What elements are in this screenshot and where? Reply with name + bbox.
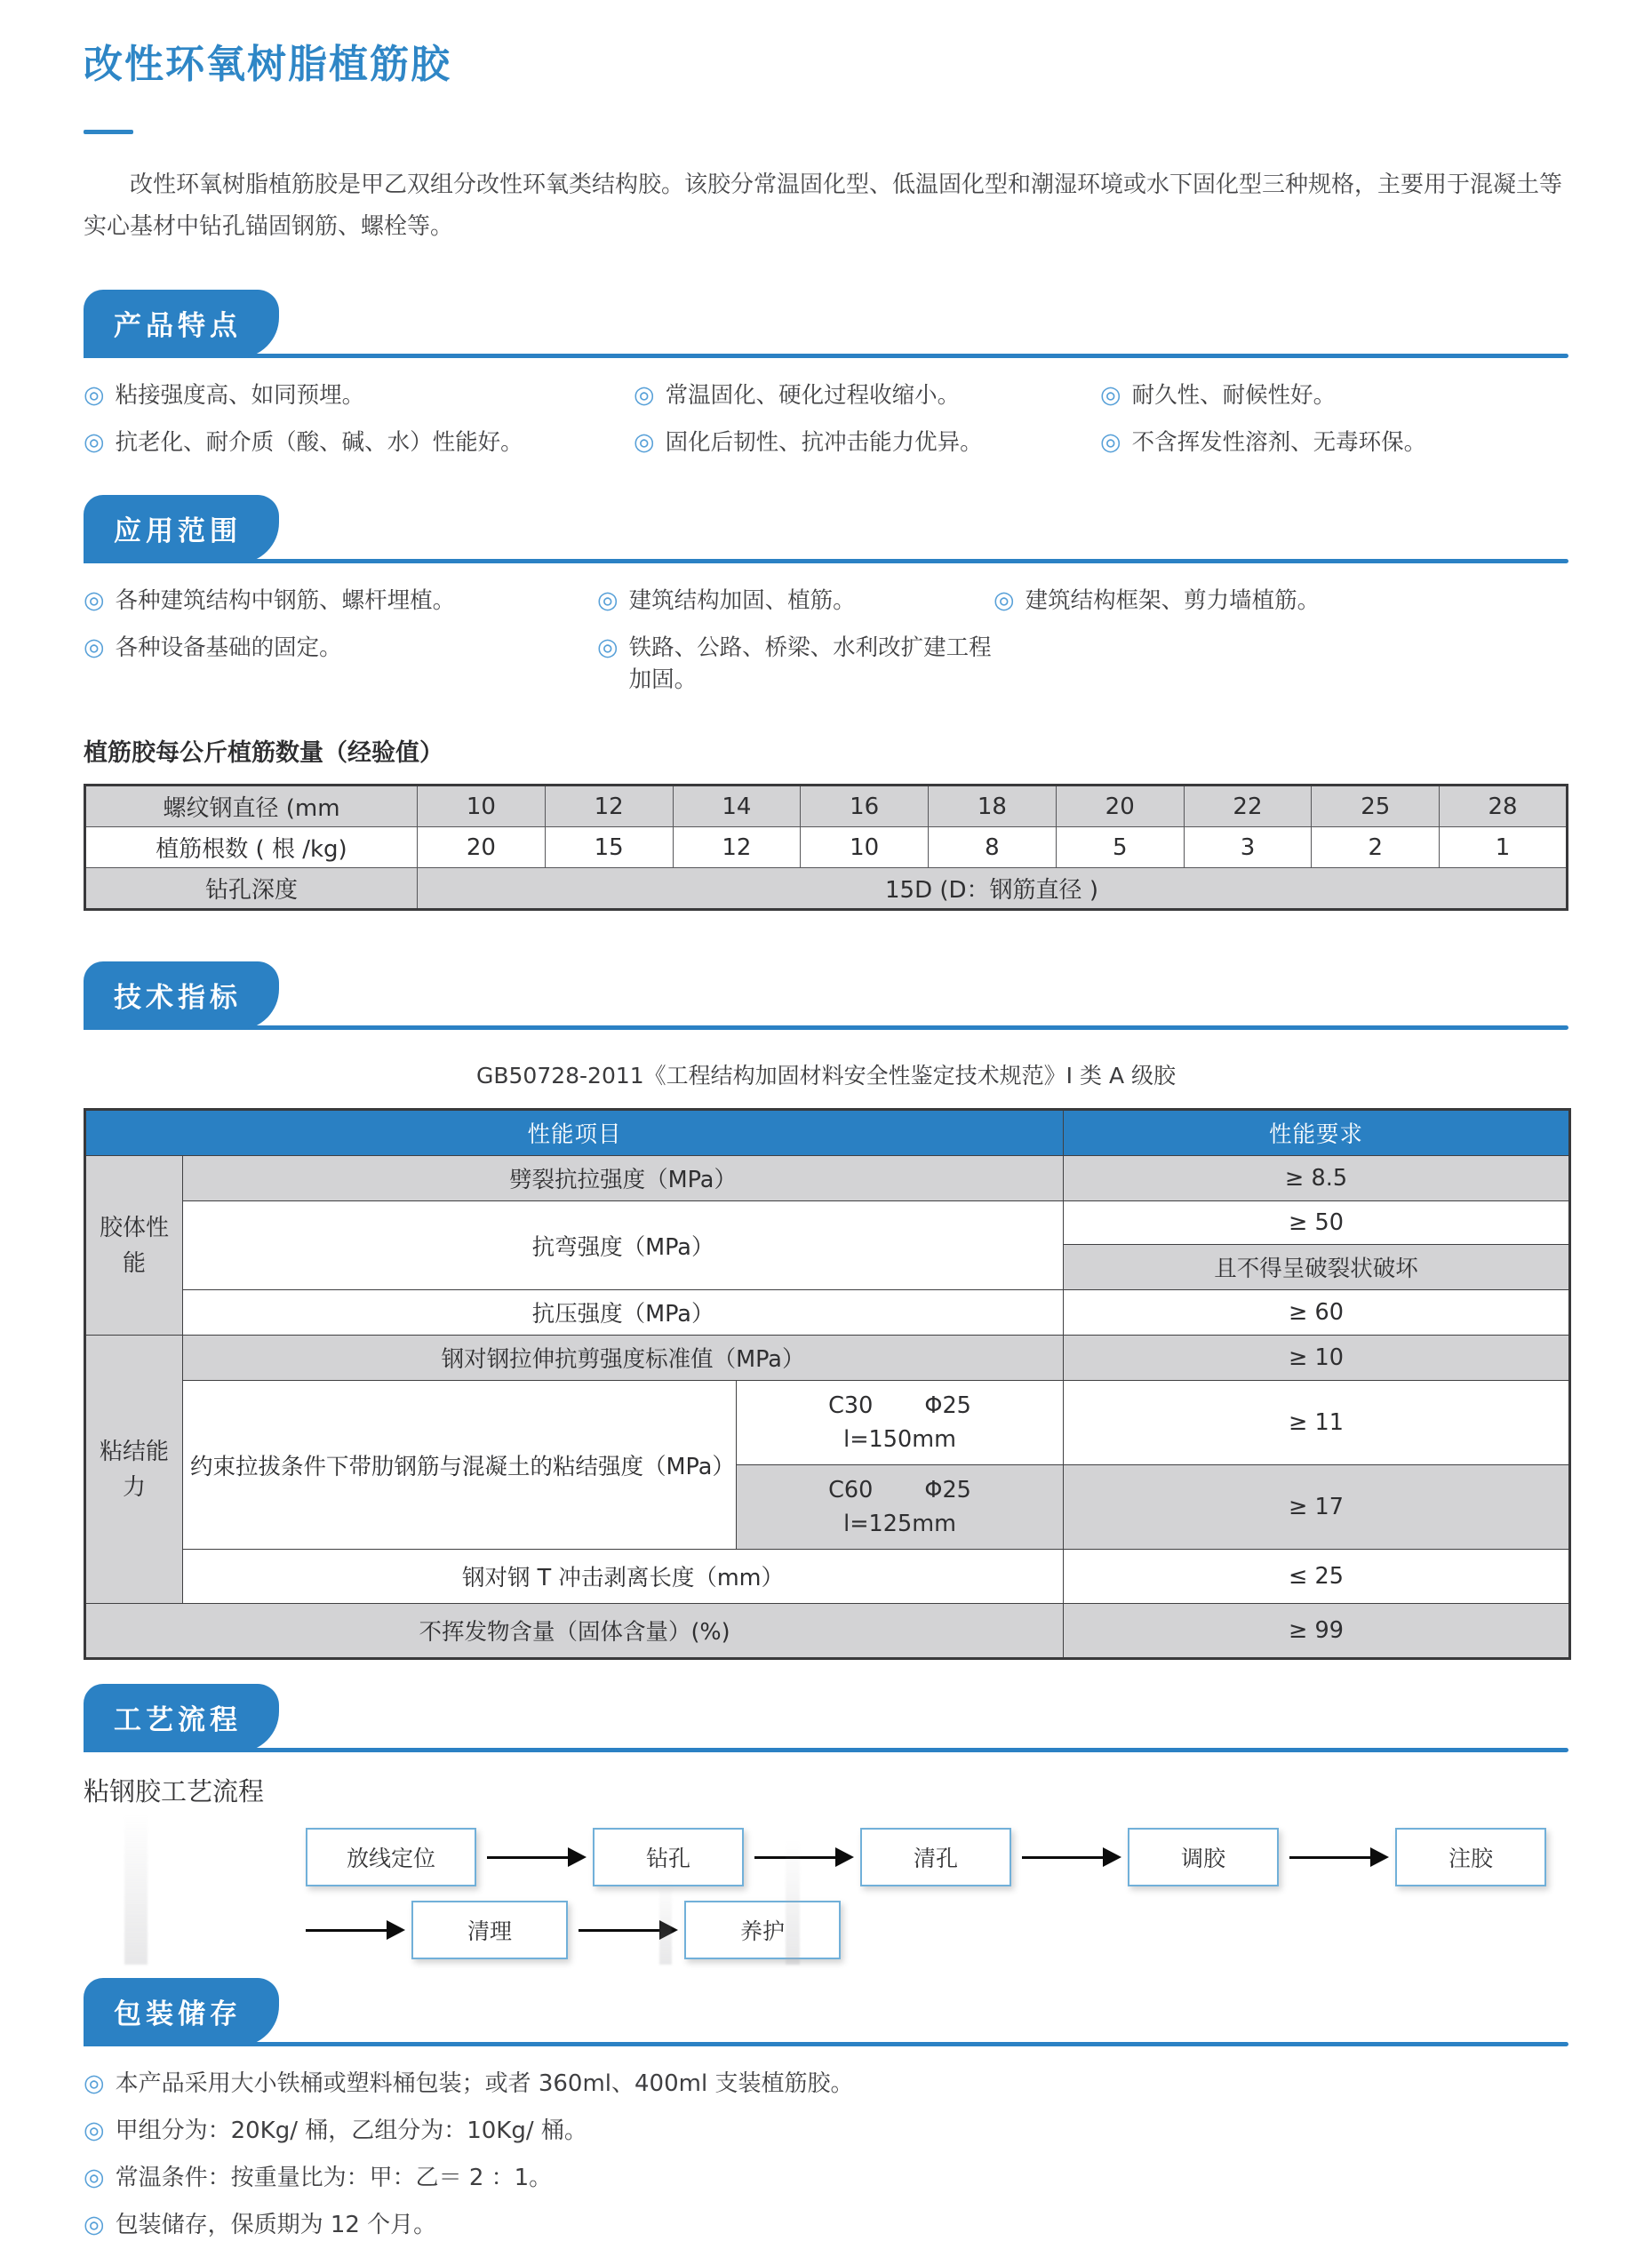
flowchart: [84, 1828, 1568, 1959]
table-cell: 1: [1440, 827, 1568, 868]
list-item: [994, 632, 1568, 696]
intro-paragraph: 改性环氧树脂植筋胶是甲乙双组分改性环氧类结构胶。该胶分常温固化型、低温固化型和潮湿环境或水下固化型三种规格，主要用于混凝土等实心基材中钻孔锚固钢筋、螺栓等。: [84, 171, 1563, 240]
flow-step: 养护: [684, 1901, 841, 1959]
list-item: [1100, 379, 1568, 411]
bullet-icon: ◎: [634, 381, 655, 409]
table-cell: 25: [1312, 786, 1440, 827]
bullet-icon: ◎: [84, 634, 105, 661]
flow-step: 钻孔: [593, 1828, 744, 1886]
arrow-right-icon: [1289, 1856, 1371, 1859]
section-header: [84, 1977, 1568, 2046]
storage-text: 常温条件：按重量比为：甲：乙＝ 2 ：1。: [115, 2165, 553, 2191]
arrow-right-icon: [306, 1929, 387, 1932]
table-cell: 2: [1312, 827, 1440, 868]
condition-cell: [737, 1381, 1064, 1465]
tech-spec-table: [84, 1108, 1571, 1660]
bullet-icon: ◎: [84, 2164, 105, 2191]
condition-value: Φ25: [924, 1392, 971, 1419]
bullet-icon: ◎: [634, 428, 655, 456]
list-item: [84, 2162, 1568, 2194]
table-row: [85, 1550, 1570, 1604]
table-row: [85, 1201, 1570, 1245]
feature-text: 固化后韧性、抗冲击能力优异。: [665, 429, 983, 456]
flow-step: 调胶: [1128, 1828, 1279, 1886]
application-text: 建筑结构框架、剪力墙植筋。: [1025, 587, 1321, 614]
property-cell: 抗压强度（MPa）: [183, 1290, 1064, 1336]
table-cell: 18: [929, 786, 1057, 827]
section-rule: [84, 1025, 1568, 1030]
requirement-cell: ≥ 17: [1064, 1465, 1570, 1550]
table-cell: 20: [418, 827, 546, 868]
list-item: [84, 632, 597, 696]
bullet-icon: ◎: [994, 586, 1015, 614]
list-item: [597, 585, 994, 617]
section-badge: 应用范围: [84, 495, 279, 563]
storage-text: 甲组分为：20Kg/ 桶，乙组分为：10Kg/ 桶。: [115, 2117, 587, 2144]
bullet-icon: ◎: [597, 586, 619, 614]
property-cell: 不挥发物含量（固体含量）(%): [85, 1604, 1064, 1659]
flow-step: 清理: [411, 1901, 568, 1959]
section-badge: 产品特点: [84, 290, 279, 358]
table-row: [85, 827, 1568, 868]
table-row: [85, 786, 1568, 827]
table-cell: 12: [545, 786, 673, 827]
condition-line1: [744, 1389, 1056, 1423]
feature-text: 粘接强度高、如同预埋。: [115, 382, 365, 409]
section-badge: 技术指标: [84, 961, 279, 1030]
bullet-icon: ◎: [84, 2070, 105, 2097]
title-underline-dash: [84, 130, 133, 134]
list-item: [1100, 427, 1568, 459]
background-watermark: [124, 1814, 148, 1965]
background-watermark: [786, 1840, 800, 1965]
condition-line2: l=150mm: [843, 1426, 956, 1453]
list-item: [597, 632, 994, 696]
table-cell: 20: [1056, 786, 1184, 827]
list-item: [994, 585, 1568, 617]
section-applications: [84, 494, 1568, 696]
condition-value: C60: [828, 1477, 874, 1503]
group-label-cell: 胶体性能: [85, 1156, 183, 1336]
applications-list: [84, 585, 1568, 696]
list-item: [634, 427, 1100, 459]
table-row: [85, 1336, 1570, 1381]
section-storage: [84, 1977, 1568, 2241]
table-row: [85, 868, 1568, 910]
condition-line2: l=125mm: [843, 1511, 956, 1537]
table-cell: 16: [801, 786, 929, 827]
property-cell: 约束拉拔条件下带肋钢筋与混凝土的粘结强度（MPa）: [183, 1381, 737, 1550]
bullet-icon: ◎: [84, 381, 105, 409]
column-header: 性能项目: [85, 1110, 1064, 1156]
table-cell: 10: [801, 827, 929, 868]
requirement-cell: ≥ 60: [1064, 1290, 1570, 1336]
table-cell: 28: [1440, 786, 1568, 827]
property-cell: 钢对钢 T 冲击剥离长度（mm）: [183, 1550, 1064, 1604]
table-cell: 15: [545, 827, 673, 868]
section-rule: [84, 2042, 1568, 2046]
section-rule: [84, 559, 1568, 563]
storage-text: 包装储存，保质期为 12 个月。: [115, 2212, 437, 2238]
table-header-row: [85, 1110, 1570, 1156]
bullet-icon: ◎: [1100, 381, 1121, 409]
bullet-icon: ◎: [84, 2211, 105, 2238]
table-cell: 5: [1056, 827, 1184, 868]
section-tech: [84, 961, 1568, 1660]
section-header: [84, 289, 1568, 358]
list-item: [84, 2068, 1568, 2100]
background-watermark: [659, 1880, 672, 1965]
group-label-cell: 粘结能力: [85, 1336, 183, 1604]
section-features: [84, 289, 1568, 459]
feature-text: 抗老化、耐介质（酸、碱、水）性能好。: [115, 429, 523, 456]
list-item: [634, 379, 1100, 411]
application-text: 各种建筑结构中钢筋、螺杆埋植。: [115, 587, 456, 614]
condition-value: Φ25: [924, 1477, 971, 1503]
requirement-cell: ≥ 99: [1064, 1604, 1570, 1659]
table-cell: 14: [673, 786, 801, 827]
bullet-icon: ◎: [84, 586, 105, 614]
application-text: 各种设备基础的固定。: [115, 634, 342, 661]
list-item: [84, 2209, 1568, 2241]
property-cell: 钢对钢拉伸抗剪强度标准值（MPa）: [183, 1336, 1064, 1381]
page-title: 改性环氧树脂植筋胶: [84, 42, 451, 87]
section-header: [84, 1683, 1568, 1752]
requirement-cell: 且不得呈破裂状破坏: [1064, 1245, 1570, 1290]
rebar-table-title: 植筋胶每公斤植筋数量（经验值）: [84, 739, 443, 767]
table-row: [85, 1156, 1570, 1201]
rebar-quantity-table: [84, 784, 1568, 911]
condition-line1: [744, 1473, 1056, 1507]
bullet-icon: ◎: [84, 428, 105, 456]
flow-step: 注胶: [1395, 1828, 1546, 1886]
table-row: [85, 1381, 1570, 1465]
storage-list: [84, 2068, 1568, 2241]
bullet-icon: ◎: [84, 2117, 105, 2144]
bullet-icon: ◎: [1100, 428, 1121, 456]
flow-step: 清孔: [860, 1828, 1011, 1886]
condition-value: C30: [828, 1392, 874, 1419]
flow-step: 放线定位: [306, 1828, 476, 1886]
section-badge: 工艺流程: [84, 1684, 279, 1752]
condition-cell: [737, 1465, 1064, 1550]
features-list: [84, 379, 1568, 459]
property-cell: 抗弯强度（MPa）: [183, 1201, 1064, 1290]
table-cell: 22: [1184, 786, 1312, 827]
table-cell: 12: [673, 827, 801, 868]
row-label-cell: 钻孔深度: [85, 868, 418, 910]
section-header: [84, 961, 1568, 1030]
arrow-right-icon: [579, 1929, 660, 1932]
application-text: 铁路、公路、桥梁、水利改扩建工程加固。: [628, 634, 992, 693]
list-item: [84, 585, 597, 617]
requirement-cell: ≥ 10: [1064, 1336, 1570, 1381]
requirement-cell: ≥ 50: [1064, 1201, 1570, 1245]
row-label-cell: 螺纹钢直径 (mm: [85, 786, 418, 827]
table-cell: 8: [929, 827, 1057, 868]
table-row: [85, 1604, 1570, 1659]
storage-text: 本产品采用大小铁桶或塑料桶包装；或者 360ml、400ml 支装植筋胶。: [115, 2070, 854, 2097]
application-text: 建筑结构加固、植筋。: [628, 587, 856, 614]
table-row: [85, 1290, 1570, 1336]
property-cell: 劈裂抗拉强度（MPa）: [183, 1156, 1064, 1201]
arrow-right-icon: [1022, 1856, 1104, 1859]
table-cell: 10: [418, 786, 546, 827]
bullet-icon: ◎: [597, 634, 619, 661]
requirement-cell: ≥ 8.5: [1064, 1156, 1570, 1201]
section-badge: 包装储存: [84, 1978, 279, 2046]
standard-note: GB50728-2011《工程结构加固材料安全性鉴定技术规范》I 类 A 级胶: [475, 1063, 1176, 1089]
section-rule: [84, 1748, 1568, 1752]
requirement-cell: ≥ 11: [1064, 1381, 1570, 1465]
requirement-cell: ≤ 25: [1064, 1550, 1570, 1604]
merged-cell: 15D (D：钢筋直径 ): [418, 868, 1568, 910]
section-process: [84, 1683, 1568, 1959]
feature-text: 常温固化、硬化过程收缩小。: [665, 382, 961, 409]
feature-text: 不含挥发性溶剂、无毒环保。: [1131, 429, 1427, 456]
list-item: [84, 379, 634, 411]
flow-row-2: [306, 1901, 1568, 1959]
section-rule: [84, 354, 1568, 358]
section-header: [84, 494, 1568, 563]
flow-subtitle: 粘钢胶工艺流程: [84, 1776, 265, 1806]
list-item: [84, 427, 634, 459]
row-label-cell: 植筋根数 ( 根 /kg): [85, 827, 418, 868]
flow-row-1: [306, 1828, 1568, 1886]
feature-text: 耐久性、耐候性好。: [1131, 382, 1337, 409]
table-cell: 3: [1184, 827, 1312, 868]
arrow-right-icon: [487, 1856, 569, 1859]
column-header: 性能要求: [1064, 1110, 1570, 1156]
list-item: [84, 2115, 1568, 2147]
